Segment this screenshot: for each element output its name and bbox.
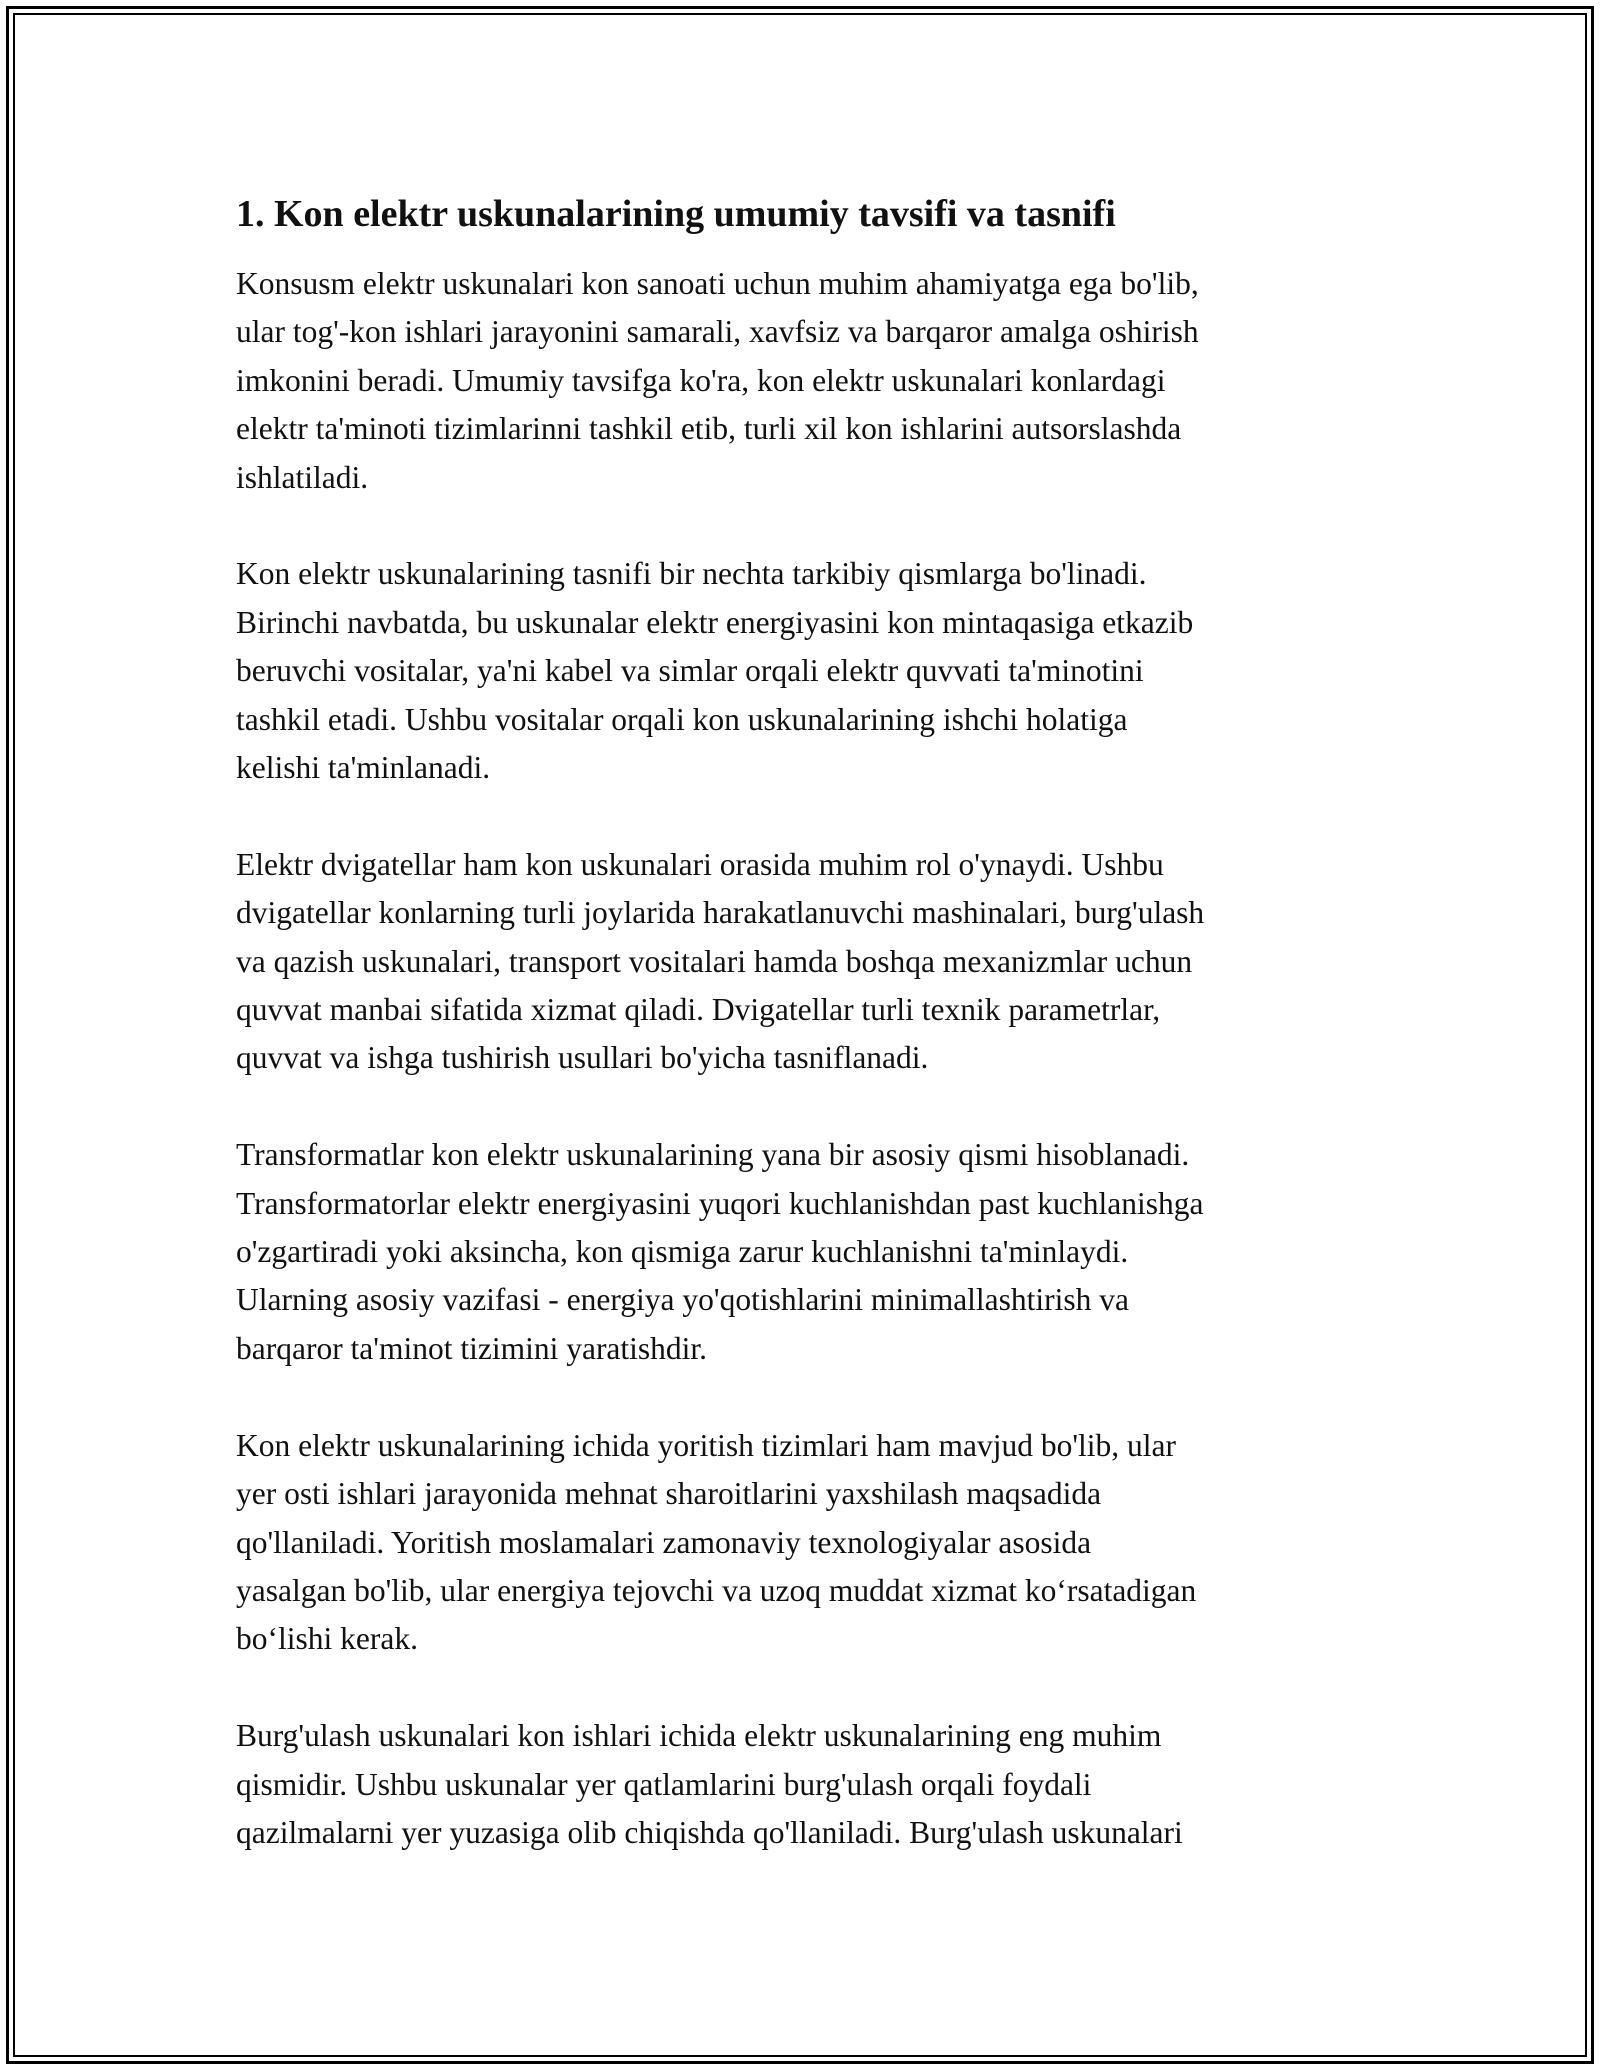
paragraph-1 [236,260,1386,502]
text-line: Ularning asosiy vazifasi - energiya yo'qotishlarini minimallashtirish va [236,1282,1130,1318]
document-body [236,190,1386,1906]
text-line: Transformatlar kon elektr uskunalarining yana bir asosiy qismi hisoblanadi. [236,1137,1190,1173]
text-line: tashkil etadi. Ushbu vositalar orqali kon uskunalarining ishchi holatiga [236,701,1128,737]
paragraph-5 [236,1422,1386,1664]
text-line: Konsusm elektr uskunalari kon sanoati uchun muhim ahamiyatga ega bo'lib, [236,266,1199,301]
text-line: Birinchi navbatda, bu uskunalar elektr energiyasini kon mintaqasiga etkazib [236,604,1194,640]
text-line: Transformatorlar elektr energiyasini yuqori kuchlanishdan past kuchlanishga [236,1185,1204,1221]
text-line: bo‘lishi kerak. [236,1621,418,1657]
text-line: beruvchi vositalar, ya'ni kabel va simlar orqali elektr quvvati ta'minotini [236,653,1144,689]
text-line: Kon elektr uskunalarining tasnifi bir nechta tarkibiy qismlarga bo'linadi. [236,556,1147,592]
paragraph-2 [236,550,1386,792]
section-heading: 1. Kon elektr uskunalarining umumiy tavsifi va tasnifi [236,193,1116,235]
text-line: barqaror ta'minot tizimini yaratishdir. [236,1330,708,1366]
text-line: Kon elektr uskunalarining ichida yoritish tizimlari ham mavjud bo'lib, ular [236,1427,1176,1463]
text-line: ishlatiladi. [236,459,369,495]
text-line: qo'llaniladi. Yoritish moslamalari zamonaviy texnologiyalar asosida [236,1524,1092,1560]
text-line: kelishi ta'minlanadi. [236,750,491,786]
paragraph-3 [236,841,1386,1083]
text-line: elektr ta'minoti tizimlarinni tashkil etib, turli xil kon ishlarini autsorslashda [236,411,1182,447]
text-line: o'zgartiradi yoki aksincha, kon qismiga zarur kuchlanishni ta'minlaydi. [236,1234,1129,1270]
text-line: Elektr dvigatellar ham kon uskunalari orasida muhim rol o'ynaydi. Ushbu [236,846,1164,882]
text-line: Burg'ulash uskunalari kon ishlari ichida elektr uskunalarining eng muhim [236,1718,1162,1754]
text-line: imkonini beradi. Umumiy tavsifga ko'ra, kon elektr uskunalari konlardagi [236,362,1166,398]
text-line: quvvat manbai sifatida xizmat qiladi. Dvigatellar turli texnik parametrlar, [236,992,1161,1028]
text-line: qazilmalarni yer yuzasiga olib chiqishda qo'llaniladi. Burg'ulash uskunalari [236,1814,1183,1850]
text-line: ular tog'-kon ishlari jarayonini samarali, xavfsiz va barqaror amalga oshirish [236,314,1199,350]
paragraph-4 [236,1131,1386,1373]
text-line: va qazish uskunalari, transport vositalari hamda boshqa mexanizmlar uchun [236,943,1193,979]
text-line: dvigatellar konlarning turli joylarida harakatlanuvchi mashinalari, burg'ulash [236,895,1205,931]
text-line: yasalgan bo'lib, ular energiya tejovchi va uzoq muddat xizmat ko‘rsatadigan [236,1572,1197,1608]
paragraph-6 [236,1712,1386,1857]
text-line: qismidir. Ushbu uskunalar yer qatlamlarini burg'ulash orqali foydali [236,1766,1092,1802]
text-line: yer osti ishlari jarayonida mehnat sharoitlarini yaxshilash maqsadida [236,1476,1102,1512]
text-line: quvvat va ishga tushirish usullari bo'yicha tasniflanadi. [236,1040,929,1076]
